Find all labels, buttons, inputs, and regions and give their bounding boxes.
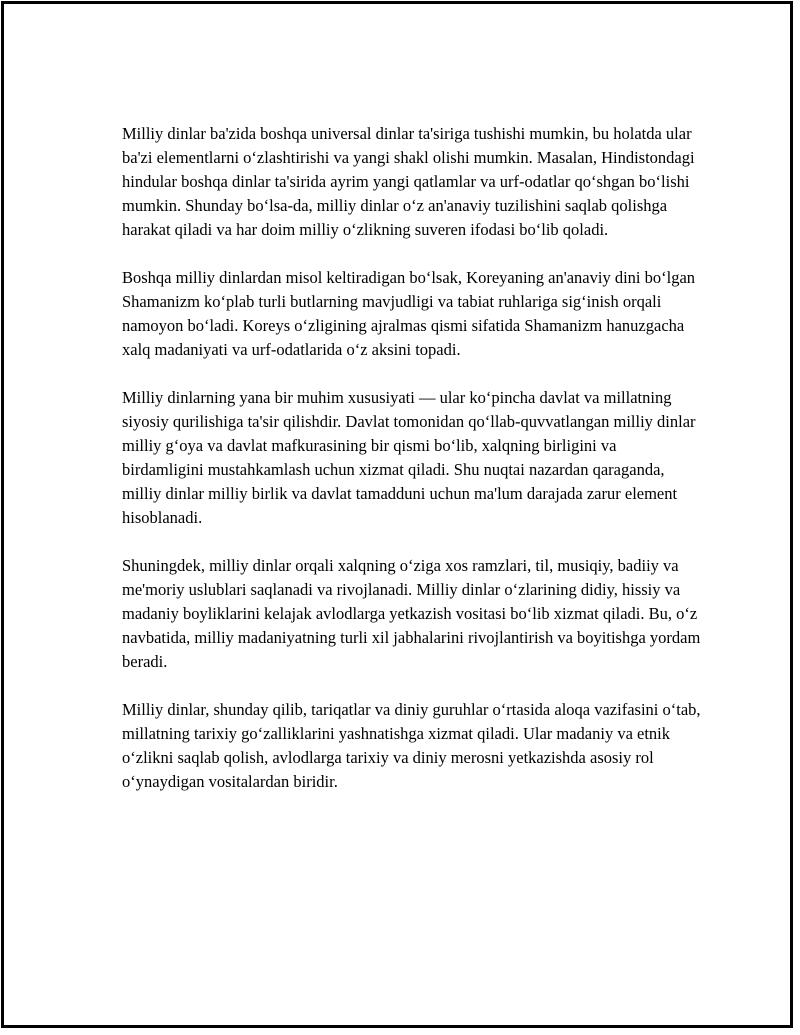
paragraph-2: Boshqa milliy dinlardan misol keltiradigan bo‘lsak, Koreyaning an'anaviy dini bo‘lgan Shamanizm ko‘plab turli butlarning mavjudligi va tabiat ruhlariga sig‘inish orqali namoyon bo‘ladi. Koreys o‘zligining ajralmas qismi sifatida Shamanizm hanuzgacha xalq madaniyati va urf-odatlarida o‘z aksini topadi.	[122, 268, 696, 359]
paragraph-1: Milliy dinlar ba'zida boshqa universal dinlar ta'siriga tushishi mumkin, bu holatda ular ba'zi elementlarni o‘zlashtirishi va yangi shakl olishi mumkin. Masalan, Hindistondagi hindular boshqa dinlar ta'sirida ayrim yangi qatlamlar va urf-odatlar qo‘shgan bo‘lishi mumkin. Shunday bo‘lsa-da, milliy dinlar o‘z an'anaviy tuzilishini saqlab qolishga harakat qiladi va har doim milliy o‘zlikning suveren ifodasi bo‘lib qoladi.	[122, 124, 695, 239]
paragraph-4: Shuningdek, milliy dinlar orqali xalqning o‘ziga xos ramzlari, til, musiqiy, badiiy va me'moriy uslublari saqlanadi va rivojlanadi. Milliy dinlar o‘zlarining didiy, hissiy va madaniy boyliklarini kelajak avlodlarga yetkazish vositasi bo‘lib xizmat qiladi. Bu, o‘z navbatida, milliy madaniyatning turli xil jabhalarini rivojlantirish va boyitishga yordam beradi.	[122, 556, 701, 671]
paragraph-3: Milliy dinlarning yana bir muhim xususiyati — ular ko‘pincha davlat va millatning siyosiy qurilishiga ta'sir qilishdir. Davlat tomonidan qo‘llab-quvvatlangan milliy dinlar milliy g‘oya va davlat mafkurasining bir qismi bo‘lib, xalqning birligini va birdamligini mustahkamlash uchun xizmat qiladi. Shu nuqtai nazardan qaraganda, milliy dinlar milliy birlik va davlat tamadduni uchun ma'lum darajada zarur element hisoblanadi.	[122, 388, 696, 527]
paragraph-5: Milliy dinlar, shunday qilib, tariqatlar va diniy guruhlar o‘rtasida aloqa vazifasini o‘tab, millatning tarixiy go‘zalliklarini yashnatishga xizmat qiladi. Ular madaniy va etnik o‘zlikni saqlab qolish, avlodlarga tarixiy va diniy merosni yetkazishda asosiy rol o‘ynaydigan vositalardan biridir.	[122, 700, 701, 791]
document-page	[1, 1, 793, 1028]
document-body	[122, 122, 702, 818]
